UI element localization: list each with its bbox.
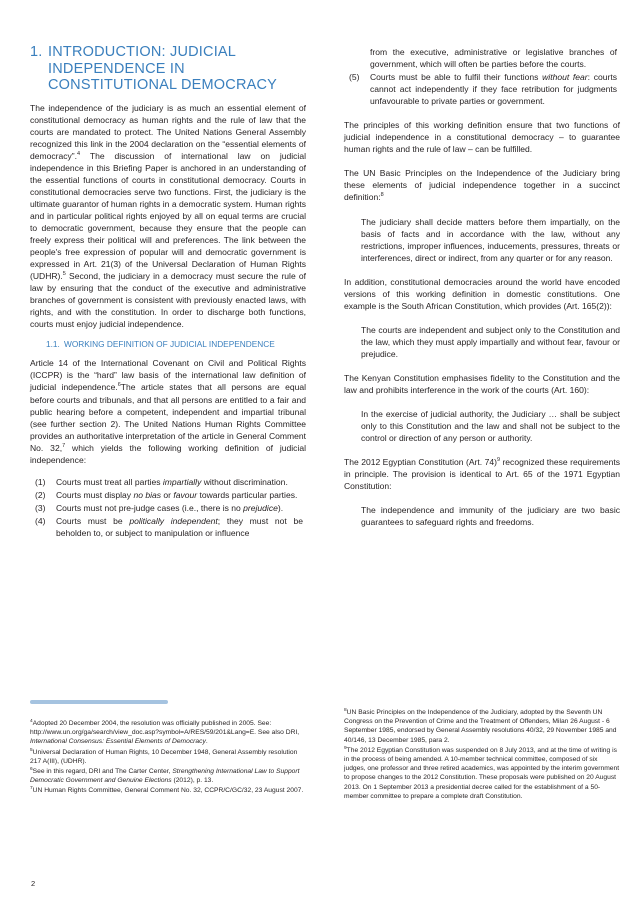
footnote-text: See in this regard, DRI and The Carter Center, — [32, 768, 173, 776]
kenyan-paragraph: The Kenyan Constitution emphasises fidelity to the Constitution and the law and prohibits interference in the work of the courts (Art. 160): — [344, 372, 620, 396]
list-item-text: from the executive, administrative or legislative branches of government, which will often be parties before the courts. — [370, 47, 617, 70]
footnote-number: 9 — [344, 745, 347, 751]
list-item-text: or — [161, 489, 174, 500]
basic-principles-paragraph — [344, 167, 620, 203]
footnote-ref-6[interactable]: 6 — [117, 382, 121, 389]
footnote-emphasis: Strengthening International Law to Support Democratic Government and Genuine Elections — [30, 768, 300, 785]
list-item-text: ). — [277, 502, 284, 513]
list-item-text: Courts must not pre-judge cases (i.e., there is no — [56, 502, 244, 513]
footnote — [344, 708, 620, 745]
footnote-text: Universal Declaration of Human Rights, 10 December 1948, General Assembly resolution 217 A(III), (UDHR). — [30, 748, 298, 765]
list-item-emphasis: prejudice — [243, 502, 278, 513]
footnote-emphasis: International Consensus: Essential Elements of Democracy — [30, 738, 206, 746]
egyptian-text-b: recognized these requirements in principle. The provision is identical to Art. 65 of the 1971 Egyptian Constitution: — [344, 457, 620, 492]
list-item-text: Courts must display — [56, 489, 134, 500]
list-item-text: Courts must be — [56, 515, 130, 526]
list-item-text: ; they must not be beholden to, or subject to manipulation or influence — [56, 515, 303, 538]
definition-text-a: Article 14 of the International Covenant on Civil and Political Rights (ICCPR) is the “hard” law basis of the international law definition of judicial independence. — [30, 358, 306, 393]
conditions-list-continued — [344, 46, 620, 107]
list-item-emphasis: no bias — [133, 489, 161, 500]
basic-principles-text: The UN Basic Principles on the Independence of the Judiciary bring these elements of judicial independence together in a succinct definition: — [344, 168, 620, 203]
footnote-number: 8 — [344, 707, 347, 713]
footnote-number: 7 — [30, 786, 33, 792]
footnote — [30, 748, 306, 766]
footnote-text: Adopted 20 December 2004, the resolution was officially published in 2005. See: http://www.un.org/ga/search/view_doc.asp?symbol=A/RES/59/201&Lang=E. See also DRI, — [30, 720, 300, 737]
list-item — [30, 502, 306, 514]
constitutions-paragraph: In addition, constitutional democracies around the world have encoded versions of this working definition in domestic constitutions. One example is the South African Constitution, which provides (Art. 165(2)): — [344, 276, 620, 311]
footnote — [30, 786, 306, 795]
list-item-text: without discrimination. — [201, 476, 288, 487]
definition-text-b: The article states that all persons are equal before courts and tribunals, and that all persons are entitled to a fair and public hearing before a competent, independent and impartial tribunal (see further section 2). The United Nations Human Rights Committee provides an authoritative interpretation of the article in General Comment No. 32, — [30, 382, 306, 453]
footnote-number: 4 — [30, 718, 33, 724]
intro-text-a: The independence of the judiciary is as much an essential element of constitutional democracy as human rights and the rule of law that the courts are mandated to protect. The United Nations General Assembly recognized this link in the 2004 declaration on the “essential elements of democracy”. — [30, 102, 306, 161]
list-item-number: (1) — [35, 476, 46, 487]
intro-text-b: The discussion of international law on judicial independence in this Briefing Paper is anchored in an understanding of the essential functions of courts in constitutional democracy. Courts in constitutional democracies serve two functions. First, the judiciary is the ultimate guarantor of human rights in a democratic system. Human rights and in particular political rights enjoyed by all on equal terms are crucial to democratic government, because they ensure that the people can freely express their political will and preferences. The link between the people's free expression of popular will and democratic government is expressed in Art. 21(3) of the Universal Declaration of Human Rights (UDHR). — [30, 150, 306, 282]
footnote-number: 5 — [30, 747, 33, 753]
quote-kenyan-constitution: In the exercise of judicial authority, the Judiciary … shall be subject only to this Constitution and the law and shall not be subject to the control or direction of any person or authority. — [361, 409, 620, 444]
egyptian-text-a: The 2012 Egyptian Constitution (Art. 74) — [344, 457, 497, 468]
list-item-number: (4) — [35, 515, 46, 526]
list-item — [344, 71, 620, 107]
quote-egyptian-constitution: The independence and immunity of the judiciary are two basic guarantees to safeguard rights and freedoms. — [361, 505, 620, 528]
footnote-text: . — [205, 738, 208, 746]
right-column — [344, 46, 620, 528]
list-item-number: (5) — [349, 72, 360, 83]
list-item-emphasis: without fear — [542, 72, 588, 83]
section-number: 1. — [30, 44, 43, 60]
list-item — [30, 476, 306, 488]
list-item-emphasis: favour — [173, 489, 198, 500]
conditions-list — [30, 476, 306, 539]
list-item-emphasis: politically independent — [129, 515, 218, 526]
list-item-continuation — [344, 46, 620, 70]
egyptian-paragraph — [344, 456, 620, 492]
footnote-divider — [30, 700, 168, 704]
left-column — [30, 44, 306, 540]
list-item-number: (2) — [35, 489, 46, 500]
footnote-text: (2012), p. 13. — [171, 777, 214, 785]
footnotes-left — [30, 719, 306, 796]
footnote — [30, 719, 306, 747]
page-number: 2 — [31, 879, 36, 888]
footnote-ref-9[interactable]: 9 — [496, 457, 500, 464]
principles-paragraph: The principles of this working definition ensure that two functions of judicial independence in a constitutional democracy – to guarantee human rights and the rule of law – can be fulfilled. — [344, 120, 620, 155]
footnote-ref-7[interactable]: 7 — [62, 442, 66, 449]
footnote-ref-4[interactable]: 4 — [77, 150, 81, 157]
subsection-heading — [36, 339, 306, 350]
footnote — [344, 746, 620, 801]
list-item-text: Courts must be able to fulfil their functions — [370, 72, 543, 83]
footnote — [30, 767, 306, 785]
section-title: INTRODUCTION: JUDICIAL INDEPENDENCE IN CONSTITUTIONAL DEMOCRACY — [48, 44, 278, 93]
footnote-text: UN Basic Principles on the Independence of the Judiciary, adopted by the Seventh UN Congress on the Prevention of Crime and the Treatment of Offenders, Milan 26 August - 6 September 1985, endorsed by General Assembly resolutions 40/32, 29 November 1985 and 40/146, 13 December 1985, para 2. — [344, 709, 617, 744]
definition-paragraph — [30, 357, 306, 465]
intro-paragraph — [30, 102, 306, 331]
footnotes-right — [344, 708, 620, 801]
section-heading — [30, 44, 306, 94]
footnote-number: 6 — [30, 766, 33, 772]
list-item-number: (3) — [35, 502, 46, 513]
list-item-emphasis: impartially — [162, 476, 202, 487]
subsection-title: WORKING DEFINITION OF JUDICIAL INDEPENDENCE — [64, 339, 275, 350]
footnote-ref-5[interactable]: 5 — [62, 271, 66, 278]
quote-south-african-constitution: The courts are independent and subject only to the Constitution and the law, which they must apply impartially and without fear, favour or prejudice. — [361, 324, 620, 359]
subsection-number: 1.1. — [46, 339, 60, 350]
list-item — [30, 515, 306, 539]
list-item-text: Courts must treat all parties — [56, 476, 163, 487]
list-item-text: : courts cannot act independently if they face retribution for judgments unfavourable to private parties or government. — [370, 72, 617, 107]
list-item-text: towards particular parties. — [197, 489, 298, 500]
list-item — [30, 489, 306, 501]
footnote-text: The 2012 Egyptian Constitution was suspended on 8 July 2013, and at the time of writing is in the process of being amended. A 10-member technical committee, composed of six judges, one professor and three retired academics, was appointed by the interim government to propose changes to the 2012 Constitution. These proposals were published on 20 August 2013. On 1 September 2013 a presidential decree called for the establishment of a 50-member committee to prepare a complete draft Constitution. — [344, 746, 620, 800]
footnote-text: UN Human Rights Committee, General Comment No. 32, CCPR/C/GC/32, 23 August 2007. — [32, 787, 304, 795]
definition-text-c: which yields the following working definition of judicial independence: — [30, 442, 306, 465]
quote-un-basic-principles: The judiciary shall decide matters before them impartially, on the basis of facts and in accordance with the law, without any restrictions, improper influences, inducements, pressures, threats or interferences, direct or indirect, from any quarter or for any reason. — [361, 216, 620, 263]
footnote-ref-8[interactable]: 8 — [380, 192, 384, 199]
intro-text-c: Second, the judiciary in a democracy must secure the rule of law by ensuring that the conduct of the executive and administrative branches of government is consistent with previously enacted laws, with rights, and with the constitution. In order to discharge both functions, courts must enjoy judicial independence. — [30, 271, 307, 330]
